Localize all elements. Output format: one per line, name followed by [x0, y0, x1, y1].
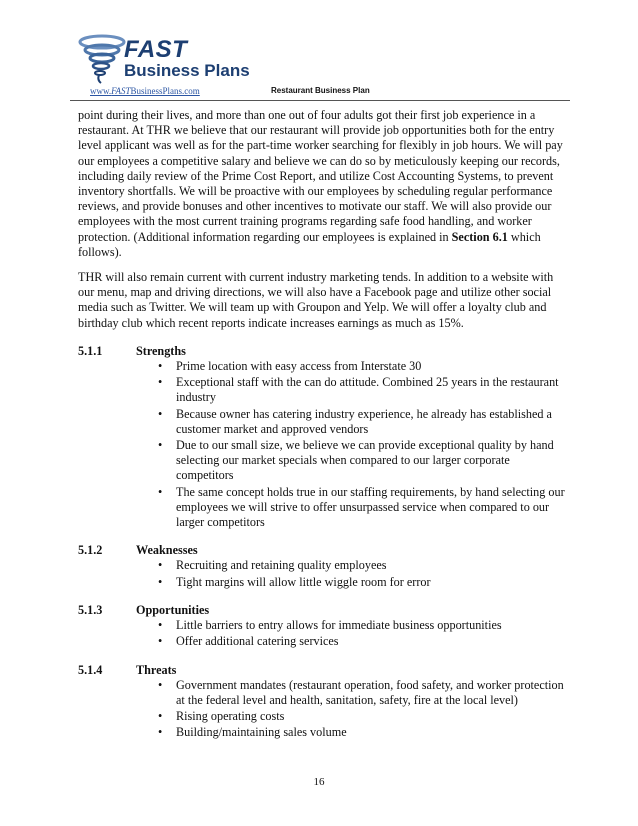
list-item: • Because owner has catering industry experience, he already has established a customer market and approved vendors [136, 407, 568, 437]
paragraph-marketing: THR will also remain current with current industry marketing tends. In addition to a website with our menu, map and driving directions, we will also have a Facebook page and utilize other social media such as Twitter. We will team up with Groupon and Yelp. We will offer a loyalty club and birthday club which recent reports indicate increases earnings as much as 15%. [78, 270, 554, 330]
section-threats [78, 663, 568, 741]
section-weaknesses [78, 543, 568, 590]
website-link[interactable] [90, 86, 200, 96]
section-title: Weaknesses [136, 543, 198, 558]
section-body [136, 663, 568, 741]
section-number: 5.1.4 [78, 662, 103, 677]
list-item: • Prime location with easy access from Interstate 30 [136, 359, 568, 374]
para1-text: point during their lives, and more than one out of four adults got their first job experience in a restaurant. At THR we believe that our restaurant will provide job opportunities both for the entry level applicant was well as for the part-time worker searching for flexibly in job hours. We will pay our employees a competitive salary and believe we can do so by meticulously keeping our records, including daily review of the Prime Cost Report, and utilize Cost Accounting Systems, to prevent inventory shortfalls. We will be proactive with our employees by scheduling regular performance reviews, and provide bonuses and other incentives to motivate our staff. We will also provide our employees with the most current training programs regarding safe food handling, and worker protection. (Additional information regarding our employees is explained in [78, 108, 563, 244]
logo-fast-text: FAST [124, 36, 188, 63]
list-item: • Government mandates (restaurant operation, food safety, and worker protection at the federal level and health, sanitation, safety, fire at the local level) [136, 678, 568, 708]
para1-tail: which follows). [78, 229, 541, 259]
header-divider [70, 100, 570, 101]
paragraph-gap [78, 260, 568, 270]
page-number: 16 [313, 776, 325, 788]
bullet-list [136, 678, 568, 741]
bullet-list [136, 558, 568, 589]
paragraph-employees [78, 108, 568, 260]
list-item: • The same concept holds true in our staffing requirements, by hand selecting our employees we will strive to offer unsurpassed service when compared to our larger competitors [136, 485, 568, 531]
logo-business-plans-text: Business Plans [124, 61, 250, 80]
list-item: • Recruiting and retaining quality employees [136, 558, 568, 573]
section-body [136, 603, 568, 650]
tornado-logo-icon [78, 34, 126, 84]
list-item: • Tight margins will allow little wiggle room for error [136, 575, 568, 590]
list-item: • Due to our small size, we believe we can provide exceptional quality by hand selecting our market specials when compared to our larger corporate competitors [136, 438, 568, 484]
section-strengths [78, 344, 568, 530]
section-reference: Section 6.1 [451, 229, 508, 244]
list-item: • Building/maintaining sales volume [136, 725, 568, 740]
page-header [70, 34, 590, 104]
section-title: Opportunities [136, 602, 210, 617]
section-body [136, 344, 568, 530]
bullet-list [136, 618, 568, 649]
document-title: Restaurant Business Plan [271, 86, 370, 95]
section-number: 5.1.2 [78, 543, 103, 558]
section-title: Strengths [136, 343, 186, 358]
site-suffix: BusinessPlans.com [130, 86, 200, 96]
section-number: 5.1.3 [78, 602, 103, 617]
page-content [78, 108, 568, 741]
section-number: 5.1.1 [78, 343, 103, 358]
site-prefix: www. [90, 86, 112, 96]
list-item: • Exceptional staff with the can do attitude. Combined 25 years in the restaurant industry [136, 375, 568, 405]
list-item: • Rising operating costs [136, 709, 568, 724]
section-opportunities [78, 603, 568, 650]
section-title: Threats [136, 662, 177, 677]
list-item: • Little barriers to entry allows for immediate business opportunities [136, 618, 568, 633]
section-body [136, 543, 568, 590]
list-item: • Offer additional catering services [136, 634, 568, 649]
site-italic: FAST [111, 86, 131, 96]
bullet-list [136, 359, 568, 530]
